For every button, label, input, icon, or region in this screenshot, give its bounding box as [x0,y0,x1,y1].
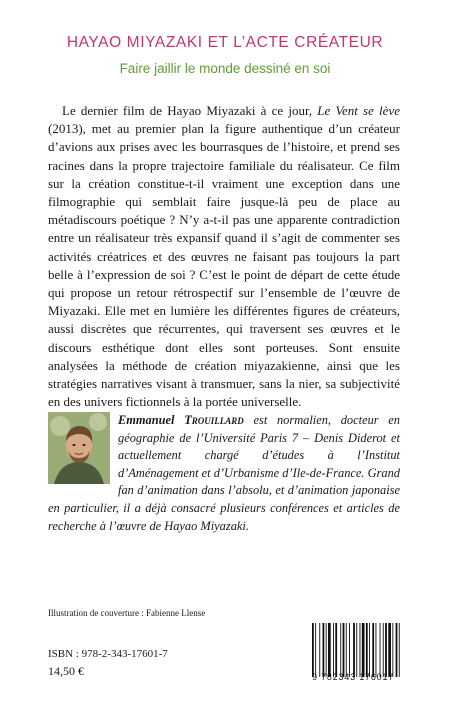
price: 14,50 € [48,664,84,678]
author-last-name: Trouillard [184,413,244,427]
book-title: HAYAO MIYAZAKI ET L’ACTE CRÉATEUR [66,34,384,51]
author-bio-text: est normalien, docteur en géographie de l’Université Paris 7 – Denis Diderot et actuellement chargé d’études à l’Institut d’Aménagement et d’Urbanisme d’Ile-de-France. Grand fan d’animation dans l’absolu, et d’animation japonaise en particulier, il a déjà consacré plusieurs conférences et articles de recherche à l’œuvre de Hayao Miyazaki. [48,413,401,533]
book-subtitle: Faire jaillir le monde dessiné en soi [119,61,331,76]
barcode-digits: 9 782343 176017 [312,672,395,682]
author-first-name: Emmanuel [118,413,175,427]
back-cover-blurb [48,102,400,411]
isbn: ISBN : 978-2-343-17601-7 [48,648,168,660]
author-bio [48,412,400,535]
barcode-icon [312,623,402,677]
film-title: Le Vent se lève [317,103,400,118]
author-name [118,413,244,427]
illustration-credit: Illustration de couverture : Fabienne Llense [48,608,206,618]
blurb-intro: Le dernier film de Hayao Miyazaki à ce jour, [62,103,318,118]
blurb-body: (2013), met au premier plan la figure authentique d’un créateur d’avions aux prises avec les bourrasques de l’histoire, et prend ses racines dans la propre trajectoire familiale du réalisateur. Ce film sur la création constitue-t-il vraiment une exception dans une filmographie qui semblait faire jusque-là peu de place au métadiscours poétique ? N’y a-t-il pas une apparente contradiction entre un réalisateur très expansif quand il s’agit de commenter ses activités créatrices et des œuvres ne faisant pas toujours la part belle à l’expression de soi ? C’est le point de départ de cette étude qui propose un retour rétrospectif sur l’ensemble de l’œuvre de Miyazaki. Elle met en lumière les différentes figures de créateurs, aussi discrètes que récurrentes, qui traversent ses œuvres et le discours esthétique dont elles sont porteuses. Sont ensuite analysées la méthode de création miyazakienne, ainsi que les stratégies narratives visant à transmuer, sans la nier, sa subjectivité en des univers fictionnels à la portée universelle. [48,121,400,410]
